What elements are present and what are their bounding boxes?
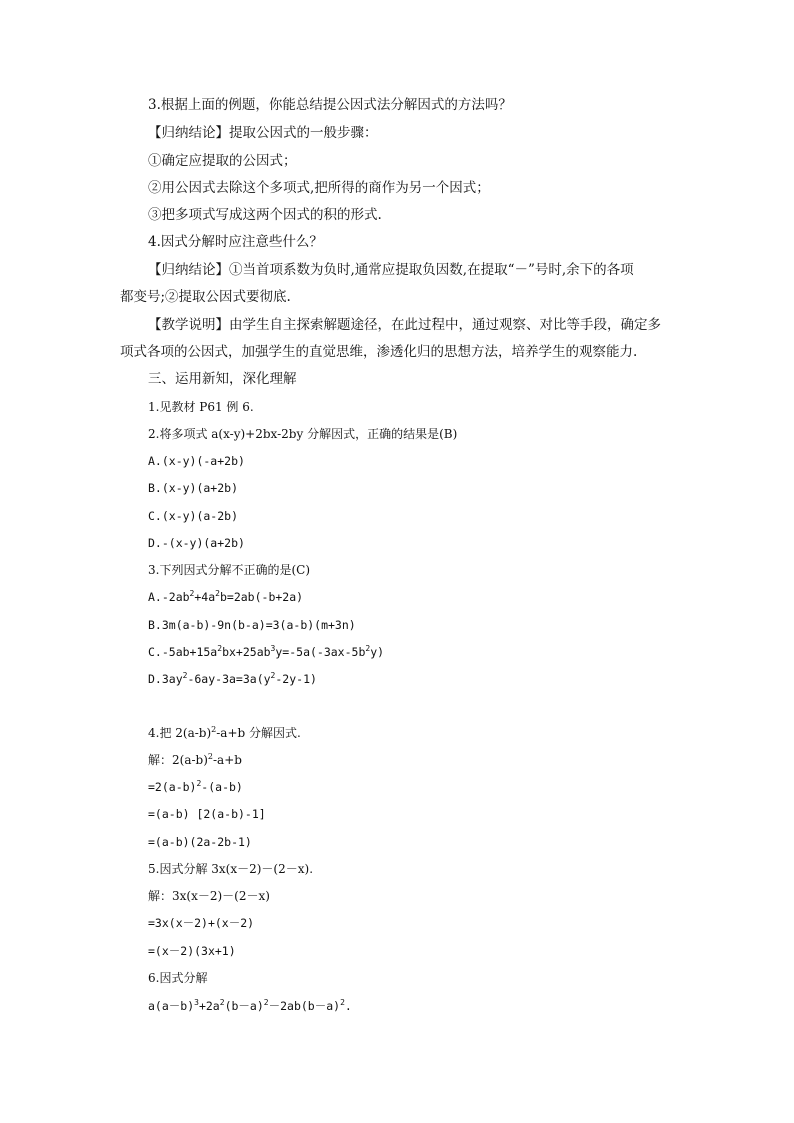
item-4-solution-2: $=2(a-b)^2-(a-b)$ xyxy=(148,779,243,794)
conclusion-2-line-1: 【归纳结论】①当首项系数为负时,通常应提取负因数,在提取“－”号时,余下的各项 xyxy=(148,262,634,278)
item-6-expression: $a(a-b)^3+2a^2(b-a)^2-2ab(b-a)^2$. xyxy=(148,998,352,1013)
item-2-option-d: D.-(x-y)(a+2b) xyxy=(148,536,245,550)
item-3-option-a: $A.-2ab^2+4a^2b=2ab(-b+2a)$ xyxy=(148,589,304,604)
item-5-solution-3: =(x－2)(3x+1) xyxy=(148,944,236,958)
teaching-note-line-2: 项式各项的公因式，加强学生的直觉思维，渗透化归的思想方法，培养学生的观察能力. xyxy=(120,344,638,360)
teaching-note-line-1: 【教学说明】由学生自主探索解题途径，在此过程中，通过观察、对比等手段，确定多 xyxy=(148,317,661,333)
part-3-heading: 三、运用新知，深化理解 xyxy=(148,371,297,387)
conclusion-1 xyxy=(148,124,378,142)
question-4: 4.因式分解时应注意些什么？ xyxy=(148,234,323,250)
item-2: 2.将多项式 a(x-y)+2bx-2by 分解因式，正确的结果是(B) xyxy=(148,427,458,441)
item-4-solution-1: 解：$2(a-b)^2-a+b$ xyxy=(148,752,242,767)
item-2-option-b: B.(x-y)(a+2b) xyxy=(148,481,239,495)
item-2-option-c: C.(x-y)(a-2b) xyxy=(148,509,239,523)
item-3-option-c: $C.-5ab+15a^2bx+25ab^3y=-5a(-3ax-5b^2y)$ xyxy=(148,644,385,659)
item-1: 1.见教材 P61 例 6. xyxy=(148,400,254,414)
item-6: 6.因式分解 xyxy=(148,971,208,985)
item-5-solution-2: =3x(x－2)+(x－2) xyxy=(148,916,255,930)
item-3-option-b: B.3m(a-b)-9n(b-a)=3(a-b)(m+3n) xyxy=(148,618,356,632)
question-3: 3.根据上面的例题，你能总结提公因式法分解因式的方法吗？ xyxy=(148,97,512,113)
item-3-option-d: $D.3ay^2-6ay-3a=3a(y^2-2y-1)$ xyxy=(148,671,317,686)
item-5-solution-1: 解：3x(x－2)－(2－x) xyxy=(148,889,270,903)
item-4-solution-3: =(a-b) [2(a-b)-1] xyxy=(148,807,266,821)
item-5: 5.因式分解 3x(x－2)－(2－x). xyxy=(148,862,314,876)
item-4-solution-4: =(a-b)(2a-2b-1) xyxy=(148,835,252,849)
step-1: ①确定应提取的公因式； xyxy=(148,153,297,169)
conclusion-tag: 【归纳结论】 xyxy=(148,125,229,141)
item-4: 4.把 $2(a-b)^2-a+b$ 分解因式. xyxy=(148,725,301,740)
conclusion-2-line-2: 都变号;②提取公因式要彻底. xyxy=(120,289,291,305)
item-3: 3.下列因式分解不正确的是(C) xyxy=(148,563,310,577)
step-2: ②用公因式去除这个多项式,把所得的商作为另一个因式； xyxy=(148,180,490,196)
item-2-option-a: A.(x-y)(-a+2b) xyxy=(148,454,245,468)
conclusion-text: 提取公因式的一般步骤： xyxy=(229,125,378,141)
step-3: ③把多项式写成这两个因式的积的形式. xyxy=(148,207,382,223)
